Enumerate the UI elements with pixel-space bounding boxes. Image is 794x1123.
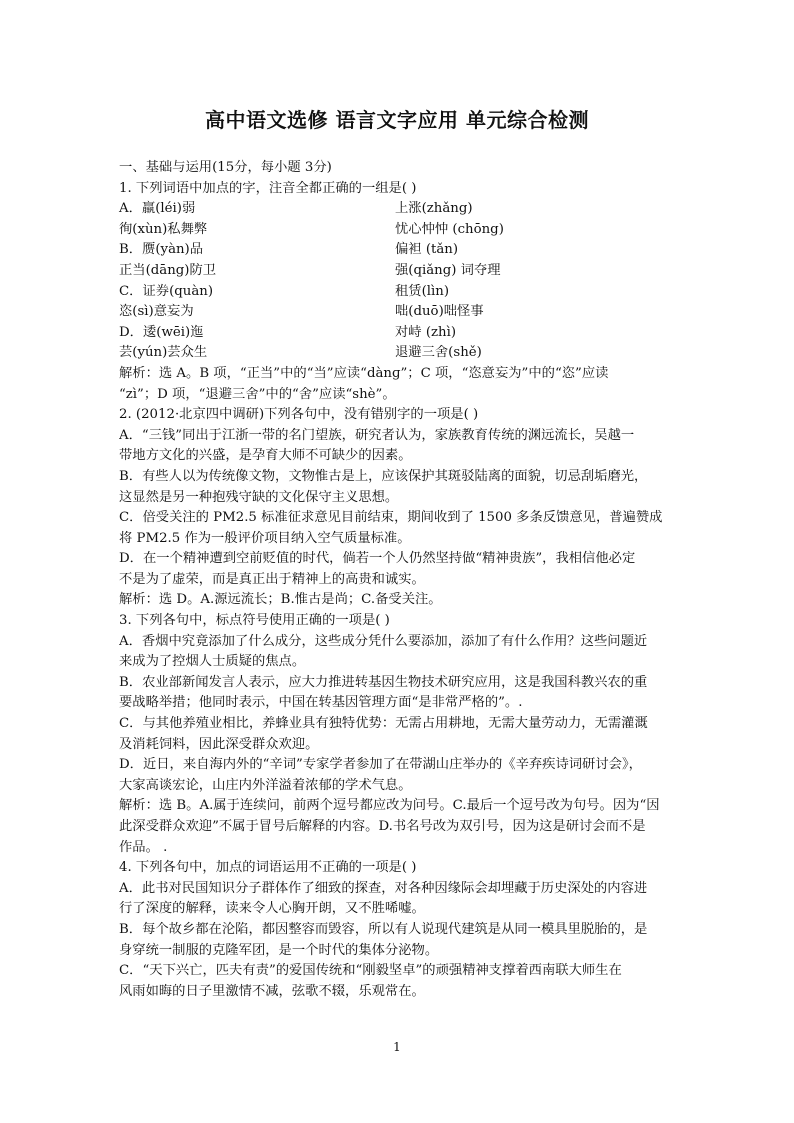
question-2-analysis: 解析：选 D。A.源远流长；B.惟古是尚；C.备受关注。 bbox=[119, 592, 442, 608]
question-3-line: B．农业部新闻发言人表示，应大力推进转基因生物技术研究应用，这是我国科教兴农的重 bbox=[119, 674, 648, 690]
option-left: A．羸(léi)弱 bbox=[119, 201, 196, 217]
option-right: 对峙 (zhì) bbox=[395, 324, 457, 340]
question-4-line: A．此书对民国知识分子群体作了细致的探查，对各种因缘际会却埋藏于历史深处的内容进 bbox=[119, 880, 648, 896]
option-row bbox=[119, 240, 675, 261]
question-2-line: 将 PM2.5 作为一般评价项目纳入空气质量标准。 bbox=[119, 530, 411, 546]
question-4-line: 身穿统一制服的克隆军团，是一个时代的集体分泌物。 bbox=[119, 942, 439, 958]
option-row bbox=[119, 343, 675, 364]
option-left: 徇(xùn)私舞弊 bbox=[119, 221, 208, 237]
option-left: C．证券(quàn) bbox=[119, 283, 214, 299]
option-left: 芸(yún)芸众生 bbox=[119, 345, 208, 361]
option-left: 正当(dāng)防卫 bbox=[119, 262, 217, 278]
question-2-line: 带地方文化的兴盛，是孕育大师不可缺少的因素。 bbox=[119, 448, 412, 464]
question-1-analysis-line: “zì”；D 项，“退避三舍”中的“舍”应读“shè”。 bbox=[119, 386, 396, 402]
option-left: D．逶(wēi)迤 bbox=[119, 324, 204, 340]
option-right: 上涨(zhǎng) bbox=[395, 201, 473, 217]
option-row bbox=[119, 261, 675, 282]
question-2-line: D．在一个精神遭到空前贬值的时代，倘若一个人仍然坚持做“精神贵族”，我相信他必定 bbox=[119, 551, 636, 567]
question-3-line: 大家高谈宏论，山庄内外洋溢着浓郁的学术气息。 bbox=[119, 777, 412, 793]
question-4-stem: 4. 下列各句中，加点的词语运用不正确的一项是( ) bbox=[119, 860, 417, 876]
option-row bbox=[119, 282, 675, 303]
option-right: 偏袒 (tǎn) bbox=[395, 242, 459, 258]
question-3-analysis-line: 此深受群众欢迎”不属于冒号后解释的内容。D.书名号改为双引号，因为这是研讨会而不是 bbox=[119, 819, 646, 834]
option-row bbox=[119, 323, 675, 344]
option-row bbox=[119, 220, 675, 241]
option-left: 恣(sì)意妄为 bbox=[119, 304, 194, 320]
question-1-stem: 1. 下列词语中加点的字，注音全都正确的一组是( ) bbox=[119, 180, 417, 196]
question-3-line: A．香烟中究竟添加了什么成分，这些成分凭什么要添加，添加了有什么作用？这些问题近 bbox=[119, 633, 648, 649]
question-3-line: C．与其他养殖业相比，养蜂业具有独特优势：无需占用耕地，无需大量劳动力，无需灌溉 bbox=[119, 716, 648, 732]
option-row bbox=[119, 302, 675, 323]
question-4-line: 行了深度的解释，读来令人心胸开朗，又不胜唏嘘。 bbox=[119, 901, 425, 917]
question-4-line: 风雨如晦的日子里激情不减，弦歌不辍，乐观常在。 bbox=[119, 983, 425, 999]
question-2-stem: 2. (2012·北京四中调研)下列各句中，没有错别字的一项是( ) bbox=[119, 407, 479, 423]
question-4-line: C．“天下兴亡，匹夫有责”的爱国传统和“刚毅坚卓”的顽强精神支撑着西南联大师生在 bbox=[119, 963, 622, 979]
section-heading: 一、基础与运用(15分，每小题 3分) bbox=[119, 160, 332, 175]
question-2-line: B．有些人以为传统像文物，文物惟古是上，应该保护其斑驳陆离的面貌，切忌刮垢磨光， bbox=[119, 468, 648, 484]
option-right: 咄(duō)咄怪事 bbox=[395, 304, 484, 320]
question-3-stem: 3. 下列各句中，标点符号使用正确的一项是( ) bbox=[119, 613, 390, 629]
option-right: 退避三舍(shě) bbox=[395, 345, 482, 361]
option-right: 强(qiǎng) 词夺理 bbox=[395, 262, 501, 278]
question-2-line: 这显然是另一种抱残守缺的文化保守主义思想。 bbox=[119, 489, 399, 505]
document-body bbox=[119, 158, 675, 1002]
page-number: 1 bbox=[393, 1040, 401, 1054]
option-left: B．赝(yàn)品 bbox=[119, 242, 204, 258]
option-right: 租赁(lìn) bbox=[395, 283, 450, 299]
question-3-analysis-line: 解析：选 B。A.属于连续问，前两个逗号都应改为问号。C.最后一个逗号改为句号。因为“因 bbox=[119, 798, 660, 814]
option-right: 忧心忡忡 (chōng) bbox=[395, 221, 504, 237]
question-2-line: 不是为了虚荣，而是真正出于精神上的高贵和诚实。 bbox=[119, 571, 425, 587]
question-3-line: D．近日，来自海内外的“辛词”专家学者参加了在带湖山庄举办的《辛弃疾诗词研讨会》， bbox=[119, 757, 642, 773]
question-3-analysis-line: 作品。 . bbox=[119, 839, 168, 855]
question-3-line: 来成为了控烟人士质疑的焦点。 bbox=[119, 654, 306, 670]
page-title: 高中语文选修 语言文字应用 单元综合检测 bbox=[205, 108, 589, 132]
question-2-line: A．“三钱”同出于江浙一带的名门望族，研究者认为，家族教育传统的渊远流长，吴越一 bbox=[119, 427, 635, 443]
question-1-analysis-line: 解析：选 A。B 项，“正当”中的“当”应读“dànɡ”；C 项，“恣意妄为”中的“恣”应读 bbox=[119, 365, 609, 381]
question-3-line: 及消耗饲料，因此深受群众欢迎。 bbox=[119, 736, 319, 752]
question-4-line: B．每个故乡都在沦陷，都因整容而毁容，所以有人说现代建筑是从同一模具里脱胎的，是 bbox=[119, 921, 648, 937]
option-row bbox=[119, 199, 675, 220]
question-3-line: 要战略举措；他同时表示，中国在转基因管理方面“是非常严格的”。. bbox=[119, 695, 523, 711]
question-2-line: C．倍受关注的 PM2.5 标准征求意见目前结束，期间收到了 1500 多条反馈意见，普遍赞成 bbox=[119, 510, 663, 526]
question-1-options bbox=[119, 199, 675, 364]
